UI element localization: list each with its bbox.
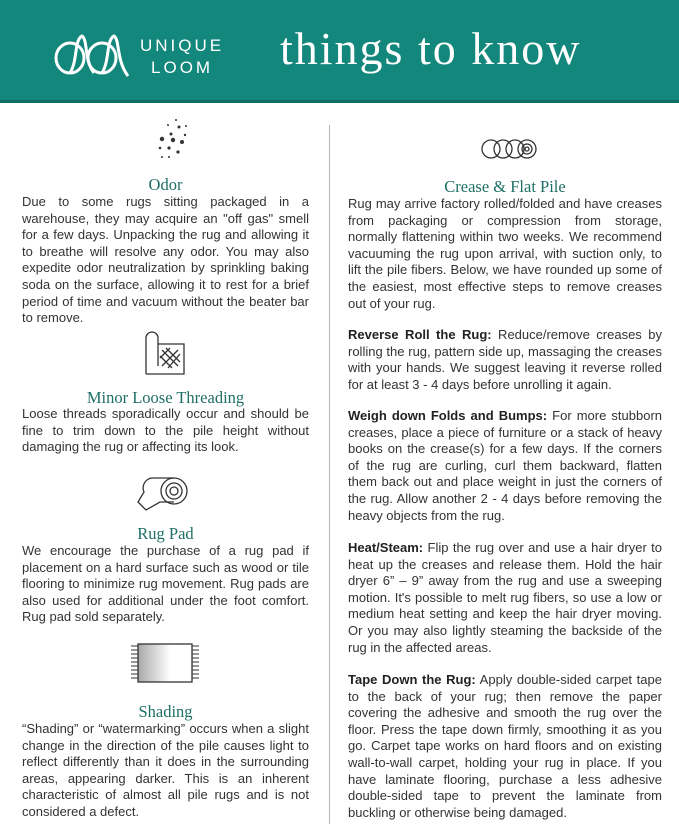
header-banner <box>0 0 679 103</box>
shaded-rug-icon <box>130 642 200 684</box>
column-divider <box>329 125 330 824</box>
section-title-loose-threading: Minor Loose Threading <box>86 388 245 407</box>
tip-label: Reverse Roll the Rug: <box>348 327 492 342</box>
section-text-loose-threading: Loose threads sporadically occur and should be fine to trim down to the pile height without damaging the rug or affecting its look. <box>22 406 309 455</box>
unique-loom-logo <box>52 30 132 78</box>
brand-name <box>140 35 224 79</box>
tip-heat-steam <box>348 540 662 656</box>
tip-text: For more stubborn creases, place a piece of furniture or a stack of heavy books on the crease(s) for a few days. If the corners of the rug are curling, curl them backward, flatten them back out and place weight in just the corners of the rug. Allow another 2 - 4 days before removing the heavy objects from the rug. <box>348 408 662 523</box>
section-title-crease: Crease & Flat Pile <box>444 177 566 196</box>
page-title: things to know <box>280 23 582 74</box>
section-text-crease-intro: Rug may arrive factory rolled/folded and have creases from packaging or compression from storage, normally flattening within two weeks. We recommend vacuuming the rug upon arrival, with suction only, to lift the pile fibers. Below, we have rounded up some of the easiest, most effective steps to remove creases out of your rug. <box>348 196 662 311</box>
section-title-rug-pad: Rug Pad <box>137 524 194 543</box>
tip-label: Tape Down the Rug: <box>348 672 476 687</box>
section-text-odor: Due to some rugs sitting packaged in a warehouse, they may acquire an "off gas" smell for a few days. Unpacking the rug and allowing it to breathe will resolve any odor. You may also expedite odor neutralization by sprinkling baking soda on the surface, allowing it to rest for a brief period of time and vacuum without the beater bar to remove. <box>22 194 309 326</box>
tip-text: Reduce/remove creases by rolling the rug, pattern side up, massaging the creases with your hands. We suggest leaving it reverse rolled for at least 3 - 4 days before unrolling it again. <box>348 327 662 392</box>
odor-dots-icon <box>156 117 192 161</box>
section-title-shading: Shading <box>138 702 193 721</box>
brand-line-1: UNIQUE <box>140 36 225 55</box>
tip-label: Weigh down Folds and Bumps: <box>348 408 548 423</box>
section-text-shading: “Shading” or “watermarking” occurs when a slight change in the direction of the pile causes light to reflect differently than it does in the surrounding areas, appearing darker. This is an inherent characteristic of almost all pile rugs and is not considered a defect. <box>22 721 309 819</box>
loose-thread-rug-icon <box>142 330 188 376</box>
tip-label: Heat/Steam: <box>348 540 424 555</box>
tip-reverse-roll <box>348 327 662 393</box>
section-title-odor: Odor <box>148 175 183 194</box>
tip-text: Flip the rug over and use a hair dryer to heat up the creases and release them. Hold the hair dryer 6” – 9” away from the rug and use a sweeping motion. It's possible to melt rug fibers, so use a low or medium heat setting and keep the hair dryer moving. Or you may also lightly steaming the backside of the rug in the affected areas. <box>348 540 662 655</box>
section-text-rug-pad: We encourage the purchase of a rug pad if placement on a hard surface such as wood or tile flooring to minimize rug movement. Rug pads are also used for additional under the foot comfort. Rug pad sold separately. <box>22 543 309 625</box>
rolled-rugs-icon <box>480 137 538 161</box>
tip-tape-down <box>348 672 662 821</box>
tip-text: Apply double-sided carpet tape to the back of your rug; then remove the paper covering the adhesive and smooth the rug over the floor. Press the tape down firmly, smoothing it as you go. Carpet tape works on hard floors and on existing wall-to-wall carpet, holding your rug in place. If you have laminate flooring, purchase a less adhesive double-sided tape to prevent the laminate from buckling or otherwise being damaged. <box>348 672 662 820</box>
brand-line-2: LOOM <box>151 58 214 77</box>
rug-pad-roll-icon <box>136 476 190 512</box>
tip-weigh-down <box>348 408 662 524</box>
